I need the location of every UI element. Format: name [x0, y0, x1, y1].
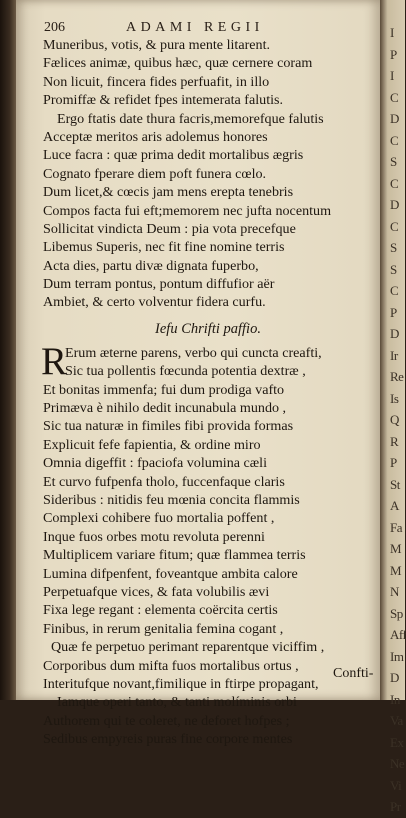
facing-page-fragment: S	[390, 261, 397, 277]
verse-line: Ambiet, & certo volventur fidera curfu.	[43, 294, 266, 311]
facing-page-fragment: P	[390, 304, 397, 320]
facing-page-fragment: Ir	[390, 347, 398, 363]
verse-line: Et curvo fufpenfa tholo, fuccenfaque claris	[43, 473, 285, 490]
facing-page-fragment: S	[390, 154, 397, 169]
verse-line: Cognato fperare diem poft funera cœlo.	[43, 165, 267, 182]
facing-page-fragment: S	[390, 240, 397, 255]
facing-page-fragment: In	[390, 691, 400, 707]
running-title: ADAMI REGII	[126, 20, 264, 35]
facing-page-fragment: N	[390, 584, 399, 599]
facing-page-fragment: Re	[390, 369, 404, 384]
facing-page-fragment: M	[390, 541, 402, 556]
facing-page-fragment: D	[390, 670, 399, 685]
verse-line: Fixa lege regant : elementa coërcita certis	[43, 602, 278, 619]
facing-page-fragment: C	[390, 175, 399, 191]
facing-page-fragment: C	[390, 132, 399, 148]
facing-page-fragment: D	[390, 326, 399, 341]
facing-page-fragment: D	[390, 197, 399, 212]
facing-page-fragment: I	[390, 68, 394, 83]
facing-page-fragment: I	[390, 25, 394, 40]
facing-page-fragment: Vi	[390, 777, 402, 793]
book-gutter	[0, 0, 16, 700]
facing-page-fragment: C	[390, 89, 399, 105]
facing-page-fragment: Ne	[390, 756, 405, 771]
facing-page-fragment: C	[390, 218, 399, 234]
section-heading: Iefu Chrifti paffio.	[155, 320, 261, 337]
verse-line: Compos facta fui eft;memorem nec jufta nocentum	[43, 202, 332, 219]
facing-page-fragment: Aff	[390, 627, 406, 642]
facing-page-fragment: Sp	[390, 605, 403, 621]
verse-line: Et bonitas immenfa; fui dum prodiga vafto	[43, 381, 285, 398]
drop-cap: R	[41, 339, 68, 383]
verse-line: Omnia digeffit : fpaciofa volumina cæli	[43, 455, 268, 472]
verse-line: Complexi cohibere fuo mortalia poffent ,	[43, 510, 275, 527]
facing-page-fragment: Va	[390, 713, 403, 728]
verse-line: Muneribus, votis, & pura mente litarent.	[43, 37, 271, 53]
verse-line: Perpetuafque vices, & fata volubilis ævi	[43, 583, 270, 600]
verse-line: Sedibus empyreis puras fine corpore mentes	[43, 731, 293, 748]
verse-line: Multiplicem variare fitum; quæ flammea terris	[43, 547, 306, 564]
verse-line: Acceptæ meritos aris adolemus honores	[43, 128, 268, 145]
verse-line: Promiffæ & refidet fpes intemerata falutis.	[43, 92, 284, 109]
verse-line: Sollicitat vindicta Deum : pia vota precefque	[43, 220, 296, 237]
verse-line: Quæ fe perpetuo perimant reparentque viciffim ,	[51, 639, 325, 656]
verse-line: Inque fuos orbes motu revoluta perenni	[43, 528, 265, 545]
facing-page-fragment: Ex	[390, 734, 404, 750]
catchword: Confti-	[333, 666, 374, 681]
verse-line: Interitufque novant,fimilique in ftirpe propagant,	[43, 675, 319, 692]
verse-line: Dum licet,& cœcis jam mens erepta tenebris	[43, 184, 294, 201]
facing-page-fragment: C	[390, 283, 399, 298]
facing-page-edge	[380, 0, 406, 814]
verse-line: Non licuit, fincera fides perfuafit, in illo	[43, 73, 270, 90]
verse-line-text: Erum æterne parens, verbo qui cuncta creafti,	[65, 344, 322, 361]
facing-page-fragment: Pr	[390, 799, 401, 814]
page-number: 206	[44, 20, 65, 35]
facing-page-fragment: P	[390, 46, 397, 62]
facing-page-fragment: Fa	[390, 519, 402, 535]
verse-line: Lumina difpenfent, foveantque ambita calore	[43, 565, 298, 582]
verse-line: Corporibus dum mifta fuos mortalibus ortus ,	[43, 657, 299, 674]
verse-line: Sic tua naturæ in fimiles fibi provida formas	[43, 418, 294, 435]
verse-line: Ergo ftatis date thura facris,memorefque falutis	[57, 110, 324, 127]
verse-line: Fælices animæ, quibus hæc, quæ cernere coram	[43, 55, 313, 72]
verse-line: Acta dies, partu divæ dignata fuperbo,	[43, 257, 259, 274]
facing-page-fragment: R	[390, 433, 399, 449]
facing-page-fragment: P	[390, 455, 397, 470]
verse-line: Libemus Superis, nec fit fine nomine terris	[43, 239, 285, 256]
verse-line: Finibus, in rerum genitalia femina cogant ,	[43, 620, 284, 637]
verse-line: Dum terram pontus, pontum diffufior aër	[43, 276, 275, 293]
verse-line: Authorem qui te coleret, ne deforet hofpes ;	[43, 712, 290, 729]
verse-line: Explicuit fefe fapientia, & ordine miro	[43, 436, 261, 453]
facing-page-fragment: D	[390, 111, 399, 126]
verse-line: Luce facra : quæ prima dedit mortalibus ægris	[43, 147, 304, 164]
facing-page-fragment: A	[390, 498, 399, 513]
verse-line: Sideribus : nitidis feu mœnia concita flammis	[43, 491, 300, 508]
facing-page-fragment: Q	[390, 412, 399, 427]
facing-page-fragment: Im	[390, 648, 404, 664]
facing-page-fragment: St	[390, 476, 400, 492]
verse-line: Primæva è nihilo dedit incunabula mundo ,	[43, 400, 287, 417]
facing-page-fragment: M	[390, 562, 402, 578]
verse-line: Sic tua pollentis fœcunda potentia dextræ ,	[65, 363, 306, 380]
text-block	[43, 36, 373, 748]
verse-line: Iamque operi tanto, & tanti molíminis orbi	[57, 694, 297, 711]
facing-page-fragment: Is	[390, 390, 399, 406]
